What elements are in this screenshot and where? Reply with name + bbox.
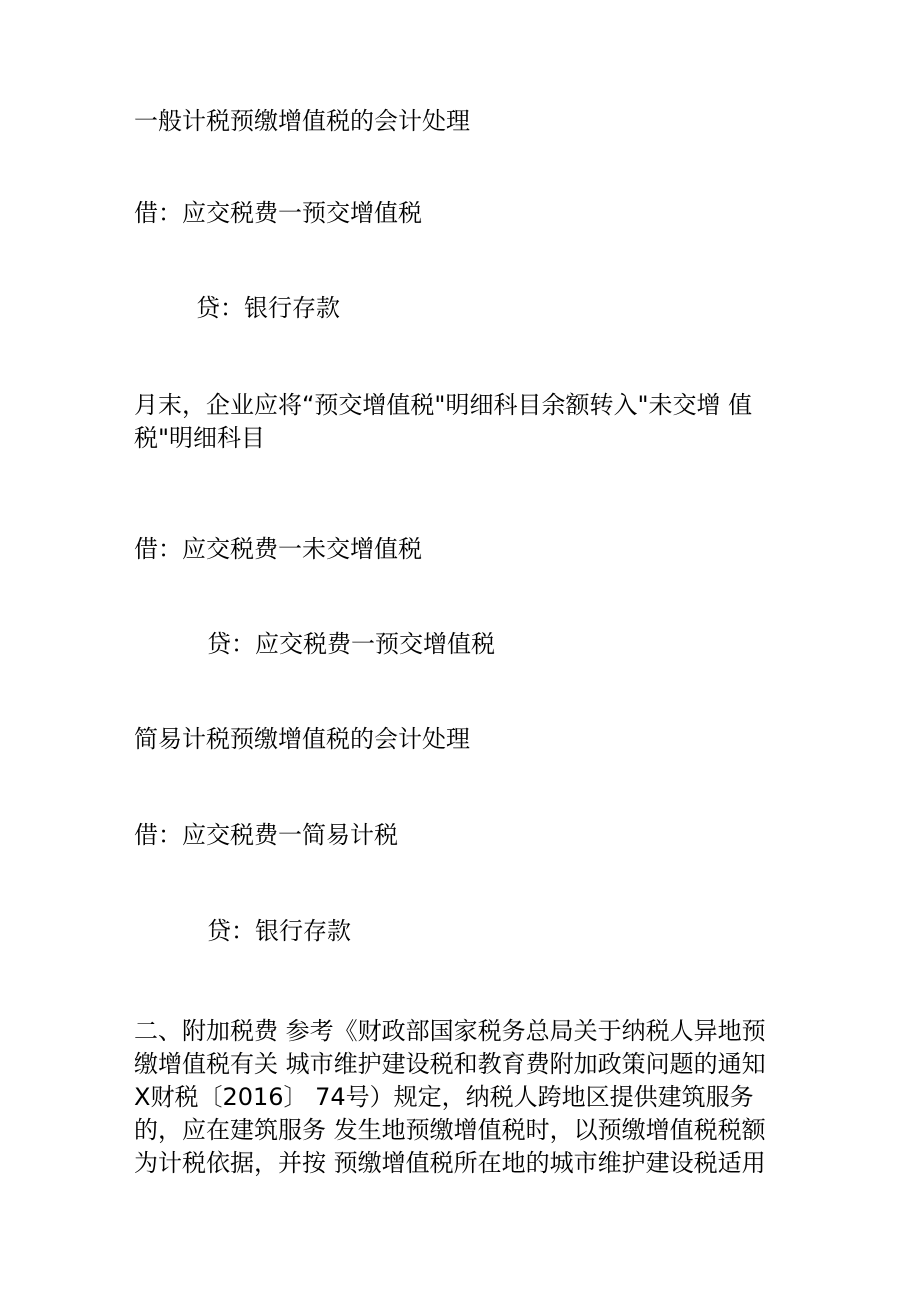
- surcharge-section: [134, 1015, 794, 1180]
- heading-general-method: 一般计税预缴增值税的会计处理: [134, 107, 470, 135]
- journal-entry-3-credit: 贷：银行存款: [207, 917, 351, 945]
- journal-entry-2-credit: 贷：应交税费一预交增值税: [207, 630, 495, 658]
- journal-entry-2-debit: 借：应交税费一未交增值税: [134, 535, 422, 563]
- heading-simple-method: 简易计税预缴增值税的会计处理: [134, 725, 470, 753]
- journal-entry-1-debit: 借：应交税费一预交增值税: [134, 199, 422, 227]
- surcharge-line-4: 的，应在建筑服务 发生地预缴增值税时，以预缴增值税税额: [134, 1116, 766, 1144]
- month-end-note-line-2: 税"明细科目: [134, 424, 266, 452]
- surcharge-line-1: 二、附加税费 参考《财政部国家税务总局关于纳税人异地预: [134, 1017, 766, 1045]
- month-end-note: [134, 389, 794, 455]
- month-end-note-line-1: 月末，企业应将“预交增值税"明细科目余额转入"未交增 值: [134, 391, 753, 419]
- surcharge-line-3: X财税〔2016〕 74号）规定，纳税人跨地区提供建筑服务: [134, 1083, 754, 1111]
- journal-entry-1-credit: 贷：银行存款: [196, 294, 340, 322]
- surcharge-line-2: 缴增值税有关 城市维护建设税和教育费附加政策问题的通知: [134, 1050, 766, 1078]
- journal-entry-3-debit: 借：应交税费一简易计税: [134, 821, 398, 849]
- surcharge-line-5: 为计税依据，并按 预缴增值税所在地的城市维护建设税适用: [134, 1149, 766, 1177]
